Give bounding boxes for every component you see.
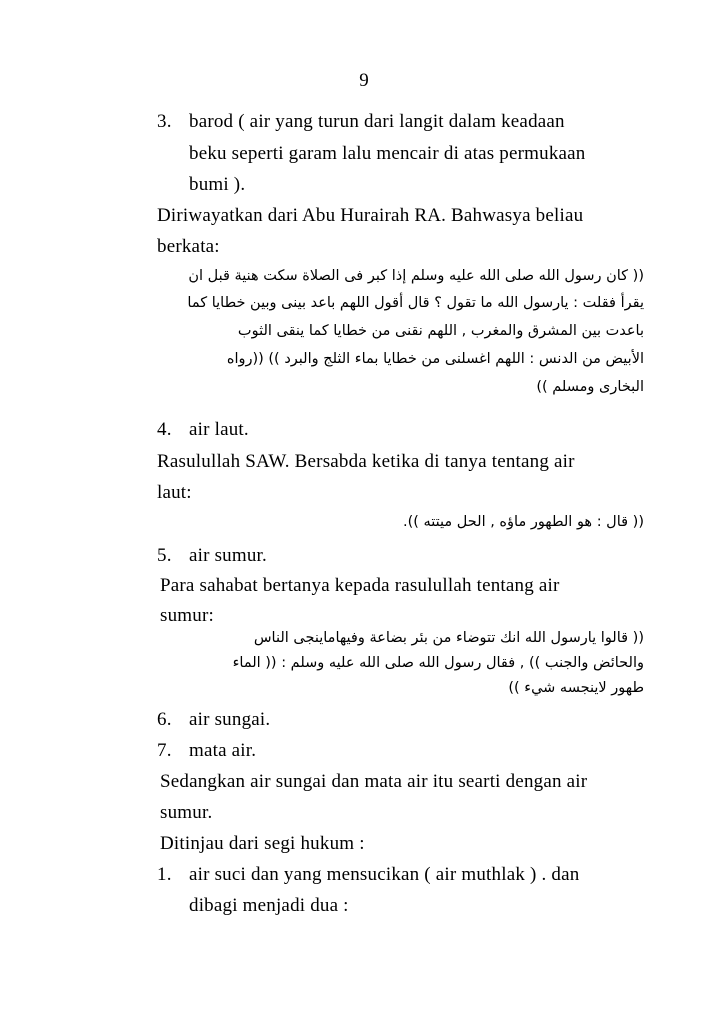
paragraph-line: sumur. <box>160 802 213 823</box>
list-item-1-line-2: dibagi menjadi dua : <box>189 895 349 916</box>
arabic-text-line: والحائض والجنب )) , فقال رسول الله صلى الله عليه وسلم : (( الماء <box>232 655 644 671</box>
paragraph-line: laut: <box>157 482 192 503</box>
arabic-text-line: باعدت بين المشرق والمغرب , اللهم نقنى من خطايا كما ينقى الثوب <box>237 323 644 339</box>
paragraph-line: berkata: <box>157 236 220 257</box>
paragraph-line: Rasulullah SAW. Bersabda ketika di tanya tentang air <box>157 451 575 472</box>
arabic-text-line: يقرأ فقلت : يارسول الله ما تقول ؟ قال أقول اللهم باعد بينى وبين خطايا كما <box>187 295 644 311</box>
list-item-1-line-1: 1. air suci dan yang mensucikan ( air muthlak ) . dan <box>157 864 580 885</box>
paragraph-line: Sedangkan air sungai dan mata air itu searti dengan air <box>160 771 588 792</box>
list-item-6: 6. air sungai. <box>157 709 271 730</box>
page-number: 9 <box>359 70 369 91</box>
arabic-text-line: الأبيض من الدنس : اللهم اغسلنى من خطايا بماء الثلج والبرد )) ((رواه <box>226 351 644 367</box>
arabic-text-line: (( قالوا يارسول الله انك تتوضاء من بئر بضاعة وفيهاماينجى الناس <box>253 630 644 646</box>
list-item-3-line-2: beku seperti garam lalu mencair di atas permukaan <box>189 143 586 164</box>
paragraph-line: Para sahabat bertanya kepada rasulullah tentang air <box>160 575 560 596</box>
list-item-4: 4. air laut. <box>157 419 249 440</box>
paragraph-line: Ditinjau dari segi hukum : <box>160 833 365 854</box>
paragraph-line: Diriwayatkan dari Abu Hurairah RA. Bahwasya beliau <box>157 205 584 226</box>
arabic-text-line: طهور لاينجسه شيء )) <box>508 680 644 696</box>
paragraph-line: sumur: <box>160 605 214 626</box>
arabic-text-line: البخارى ومسلم )) <box>536 379 644 395</box>
list-item-3-line-1: 3. barod ( air yang turun dari langit dalam keadaan <box>157 111 565 132</box>
list-item-7: 7. mata air. <box>157 740 257 761</box>
list-item-3-line-3: bumi ). <box>189 174 246 195</box>
list-item-5: 5. air sumur. <box>157 545 267 566</box>
arabic-text-line: (( كان رسول الله صلى الله عليه وسلم إذا كبر فى الصلاة سكت هنية قبل ان <box>188 268 644 284</box>
arabic-text-line: (( قال : هو الطهور ماؤه , الحل ميتته )). <box>403 514 644 530</box>
